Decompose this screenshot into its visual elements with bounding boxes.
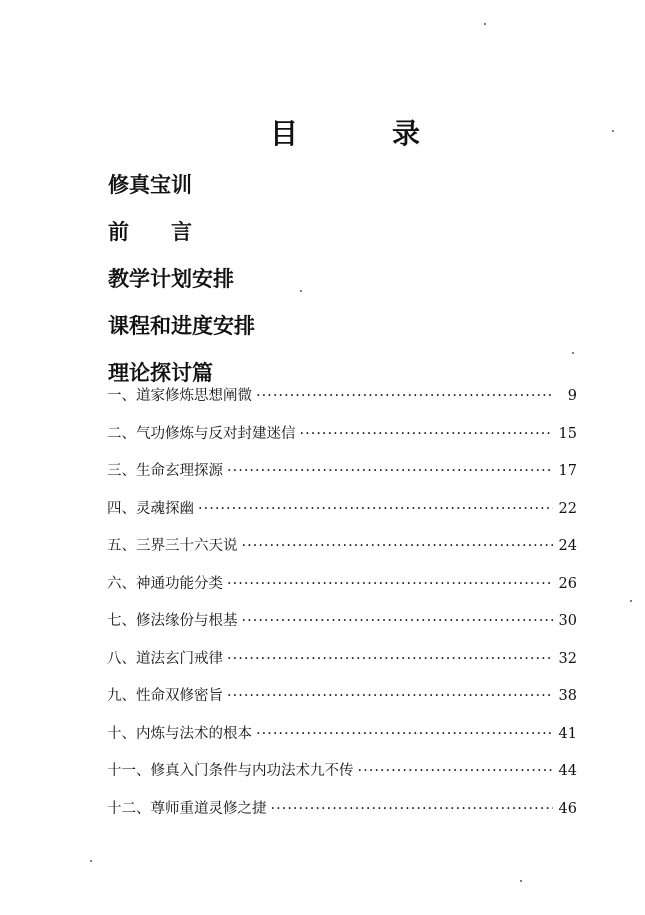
title-char-right: 录	[391, 117, 420, 150]
toc-entry-page: 30	[558, 613, 577, 629]
toc-entry-page: 44	[558, 763, 577, 779]
toc-entry	[107, 497, 577, 535]
toc-entry-title: 十、内炼与法术的根本	[107, 725, 252, 742]
leader-dots	[198, 501, 553, 517]
toc-entry-page: 24	[558, 538, 577, 554]
toc-entry-title: 四、灵魂探幽	[107, 500, 194, 517]
toc-entry-title: 十二、尊师重道灵修之捷	[107, 800, 267, 817]
toc-entry	[107, 572, 577, 610]
toc-entry-page: 15	[558, 425, 577, 442]
toc-entry-page: 22	[558, 500, 577, 517]
toc-entry-title: 七、修法缘份与根基	[107, 613, 238, 629]
toc-entry	[107, 534, 577, 572]
scan-speck	[484, 23, 486, 25]
toc-entry-page: 41	[558, 725, 577, 742]
toc-list	[107, 384, 577, 834]
scan-speck	[90, 860, 92, 862]
toc-entry	[107, 384, 577, 422]
section-list	[108, 162, 255, 397]
toc-entry-title: 八、道法玄门戒律	[107, 650, 223, 667]
toc-entry-page: 32	[558, 650, 577, 667]
toc-entry-title: 六、神通功能分类	[107, 575, 223, 592]
leader-dots	[227, 688, 553, 704]
toc-entry	[107, 759, 577, 797]
toc-entry-page: 9	[567, 388, 577, 404]
leader-dots	[242, 538, 554, 554]
scan-speck	[300, 290, 302, 292]
leader-dots	[227, 576, 553, 592]
section-heading: 前 言	[108, 220, 192, 244]
toc-entry	[107, 722, 577, 760]
section-heading: 修真宝训	[108, 173, 192, 197]
page-title	[270, 112, 420, 152]
toc-entry-page: 38	[558, 688, 577, 704]
toc-entry	[107, 684, 577, 722]
leader-dots	[300, 426, 554, 442]
scan-speck	[612, 130, 614, 132]
toc-entry-title: 十一、修真入门条件与内功法术九不传	[107, 763, 354, 779]
toc-entry-page: 17	[558, 463, 577, 479]
leader-dots	[242, 613, 554, 629]
toc-entry-page: 26	[558, 575, 577, 592]
toc-entry-title: 九、性命双修密旨	[107, 688, 223, 704]
toc-entry-title: 一、道家修炼思想阐微	[107, 388, 252, 404]
leader-dots	[227, 463, 553, 479]
toc-entry	[107, 797, 577, 835]
leader-dots	[256, 726, 553, 742]
toc-entry	[107, 609, 577, 647]
section-heading: 理论探讨篇	[108, 361, 213, 385]
section-heading: 课程和进度安排	[108, 314, 255, 338]
toc-entry-title: 五、三界三十六天说	[107, 538, 238, 554]
toc-entry	[107, 647, 577, 685]
section-heading: 教学计划安排	[108, 267, 234, 291]
scan-speck	[520, 880, 522, 882]
leader-dots	[271, 801, 554, 817]
title-char-left: 目	[270, 117, 299, 150]
toc-entry	[107, 459, 577, 497]
toc-entry-title: 二、气功修炼与反对封建迷信	[107, 425, 296, 442]
scan-speck	[630, 600, 632, 602]
toc-entry-page: 46	[558, 800, 577, 817]
leader-dots	[227, 651, 553, 667]
toc-entry	[107, 422, 577, 460]
leader-dots	[256, 388, 553, 404]
scan-speck	[572, 352, 574, 354]
leader-dots	[358, 763, 554, 779]
toc-entry-title: 三、生命玄理探源	[107, 463, 223, 479]
